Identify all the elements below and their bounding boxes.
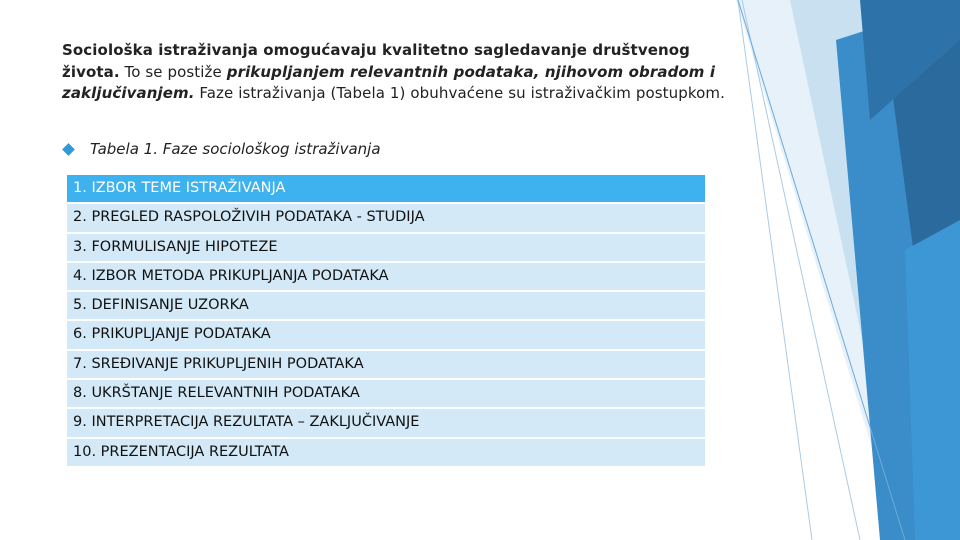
intro-text: To se postiže	[119, 62, 227, 81]
table-row: 6. PRIKUPLJANJE PODATAKA	[67, 321, 705, 348]
side-shape-bright	[905, 220, 960, 540]
table-row: 8. UKRŠTANJE RELEVANTNIH PODATAKA	[67, 380, 705, 407]
side-line-1	[738, 0, 812, 540]
side-shape-light	[736, 0, 960, 540]
intro-paragraph	[62, 40, 732, 105]
intro-bold-text: Sociološka istraživanja omogućavaju kvalitetno sagledavanje društvenog života.	[62, 41, 690, 81]
table-row: 7. SREĐIVANJE PRIKUPLJENIH PODATAKA	[67, 351, 705, 378]
table-row: 5. DEFINISANJE UZORKA	[67, 292, 705, 319]
table-row: 4. IZBOR METODA PRIKUPLJANJA PODATAKA	[67, 263, 705, 290]
table-row: 9. INTERPRETACIJA REZULTATA – ZAKLJUČIVANJE	[67, 409, 705, 436]
side-line-3	[738, 0, 905, 540]
table-header-row: 1. IZBOR TEME ISTRAŽIVANJA	[67, 175, 705, 202]
table-row: 3. FORMULISANJE HIPOTEZE	[67, 234, 705, 261]
table-row: 10. PREZENTACIJA REZULTATA	[67, 439, 705, 466]
side-line-2	[742, 0, 860, 540]
table-row: 2. PREGLED RASPOLOŽIVIH PODATAKA - STUDIJA	[67, 204, 705, 231]
side-shape-mid	[836, 0, 960, 540]
intro-text-end: Faze istraživanja (Tabela 1) obuhvaćene su istraživačkim postupkom.	[194, 84, 725, 102]
side-shape-deep	[860, 0, 960, 120]
phases-table	[67, 175, 705, 466]
table-caption	[62, 139, 381, 159]
diamond-bullet-icon	[62, 143, 75, 156]
intro-emphasis-text: prikupljanjem relevantnih podataka, njihovom obradom i zaključivanjem.	[62, 62, 716, 102]
table-caption-text: Tabela 1. Faze sociološkog istraživanja	[90, 140, 381, 158]
side-shape-pale	[790, 0, 960, 540]
side-shape-dark	[880, 0, 960, 340]
